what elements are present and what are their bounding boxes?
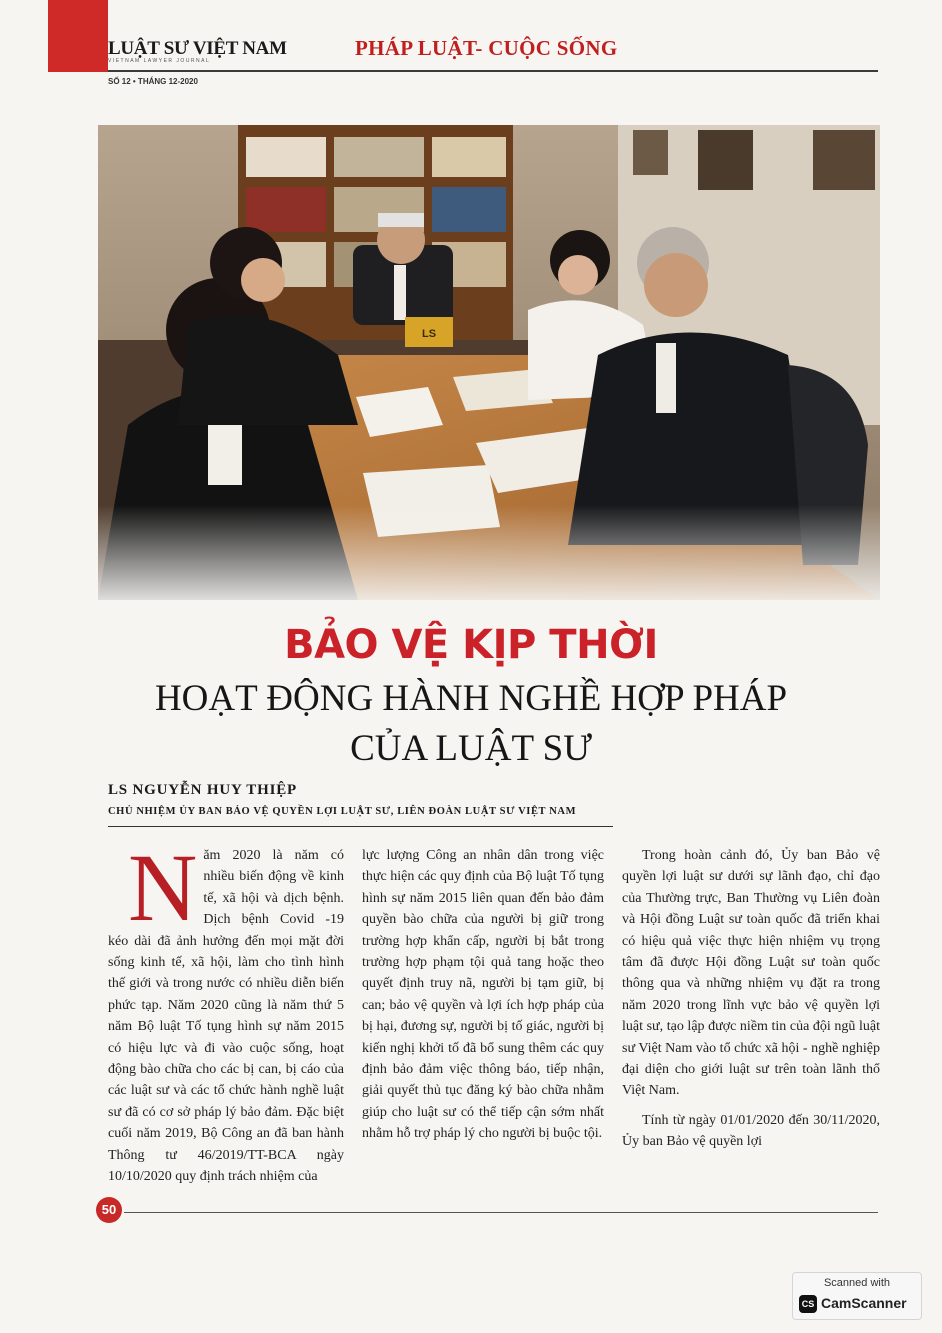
section-title: PHÁP LUẬT- CUỘC SỐNG	[355, 36, 618, 60]
body-text-col2: lực lượng Công an nhân dân trong việc thực hiện các quy định của Bộ luật Tố tụng hình sự năm 2015 liên quan đến bảo đảm quyền bào chữa của người bị giữ trong trường hợp khẩn cấp, người bị bắt trong trường hợp phạm tội quả tang hoặc theo quyết định truy nã, người bị tạm giữ, bị can; bảo vệ quyền và lợi ích hợp pháp của bị hại, đương sự, người bị tố giác, người bị kiến nghị khởi tố đã bổ sung thêm các quy định bảo đảm việc thông báo, tiếp nhận, giải quyết thủ tục đăng ký bào chữa nhằm giúp cho luật sư có thể tiếp cận sớm nhất nhằm hỗ trợ pháp lý cho người bị buộc tội.	[362, 848, 604, 1142]
body-column-1	[108, 834, 344, 1188]
body-column-2	[362, 845, 604, 1145]
author-role: CHỦ NHIỆM ỦY BAN BẢO VỆ QUYỀN LỢI LUẬT SƯ, LIÊN ĐOÀN LUẬT SƯ VIỆT NAM	[108, 806, 577, 817]
author-rule	[108, 826, 613, 827]
body-text-col3-p1: Trong hoàn cảnh đó, Ủy ban Bảo vệ quyền lợi luật sư dưới sự lãnh đạo, chỉ đạo của Thường trực, Ban Thường vụ Liên đoàn và Hội đồng Luật sư toàn quốc đã triển khai có hiệu quả việc thực hiện nhiệm vụ trọng tâm đã được Hội đồng Luật sư toàn quốc thông qua và những nhiệm vụ đặt ra trong năm 2020 trong lĩnh vực bảo vệ quyền lợi luật sư, tạo lập được niềm tin của đội ngũ luật sư Việt Nam vào tổ chức xã hội - nghề nghiệp đại diện cho giới luật sư trên toàn lãnh thổ Việt Nam.	[622, 848, 880, 1099]
headline-line-3: CỦA LUẬT SƯ	[350, 728, 592, 769]
header-rule	[108, 70, 878, 72]
body-text-col3-p2: Tính từ ngày 01/01/2020 đến 30/11/2020, Ủy ban Bảo vệ quyền lợi	[622, 1112, 880, 1150]
magazine-masthead: LUẬT SƯ VIỆT NAM	[108, 38, 287, 59]
author-name: LS NGUYỄN HUY THIỆP	[108, 782, 297, 798]
headline-line-2: HOẠT ĐỘNG HÀNH NGHỀ HỢP PHÁP	[154, 678, 788, 719]
camscanner-watermark	[792, 1272, 922, 1320]
meeting-photo-illustration	[98, 125, 880, 600]
article-photo	[98, 125, 880, 600]
footer-rule	[124, 1212, 878, 1213]
headline-red: BẢO VỆ KỊP THỜI	[284, 622, 658, 668]
watermark-top-text: Scanned with	[823, 1277, 891, 1289]
issue-label: SỐ 12 • THÁNG 12-2020	[108, 77, 198, 86]
page-number: 50	[96, 1197, 122, 1223]
drop-cap: N	[128, 834, 198, 941]
camscanner-logo-icon: CS	[799, 1295, 817, 1313]
body-column-3	[622, 845, 880, 1153]
magazine-subtitle: VIETNAM LAWYER JOURNAL	[108, 58, 211, 64]
red-corner-bar	[48, 0, 108, 72]
body-text-col1: ăm 2020 là năm có nhiều biến động về kinh tế, xã hội và dịch bệnh. Dịch bệnh Covid -19 kéo dài đã ảnh hưởng đến mọi mặt đời sống kinh tế, xã hội, làm cho tình hình thế giới và trong nước có nhiều diễn biến phức tạp. Năm 2020 cũng là năm thứ 5 năm Bộ luật Tố tụng hình sự năm 2015 có hiệu lực và đi vào cuộc sống, hoạt động bào chữa cho các bị can, bị cáo của các luật sư và các tổ chức hành nghề luật sư đã có cơ sở pháp lý bảo đảm. Đặc biệt cuối năm 2019, Bộ Công an đã ban hành Thông tư 46/2019/TT-BCA ngày 10/10/2020 quy định trách nhiệm của	[108, 848, 344, 1185]
watermark-brand: CamScanner	[821, 1295, 907, 1311]
